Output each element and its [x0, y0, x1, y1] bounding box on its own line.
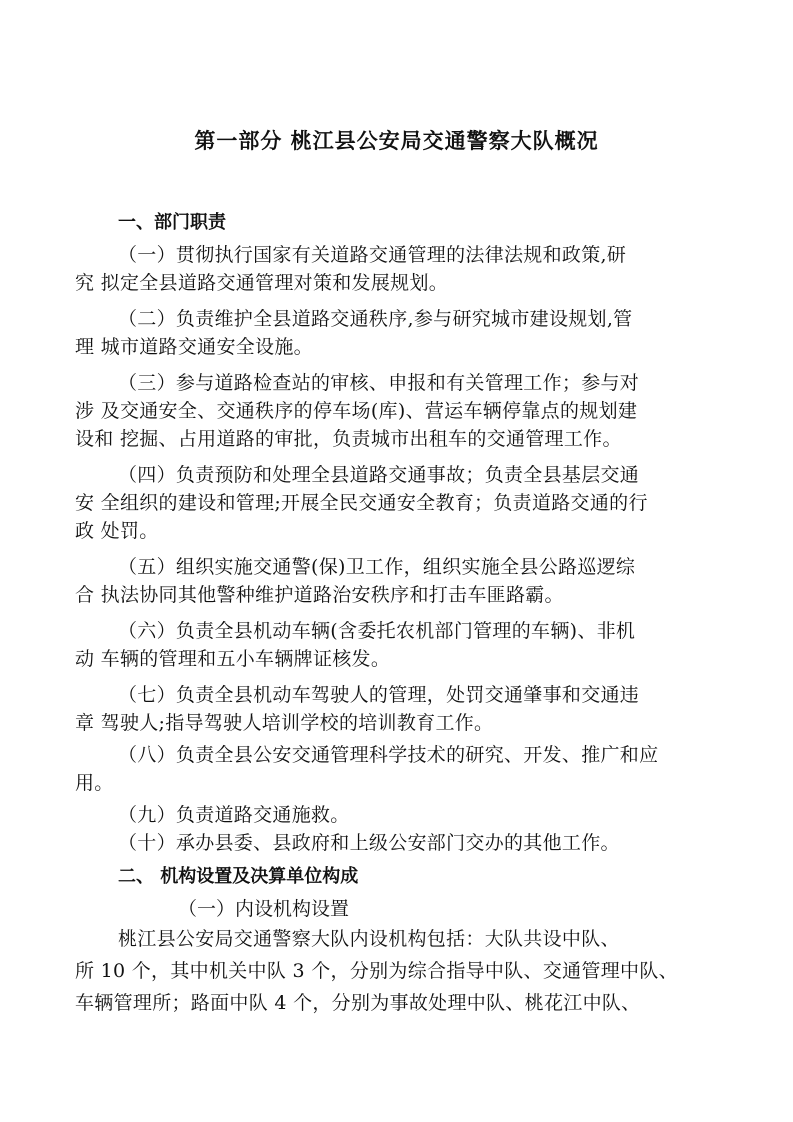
duty-line: （八）负责全县公安交通管理科学技术的研究、开发、推广和应: [118, 744, 659, 766]
duty-line: 涉 及交通安全、交通秩序的停车场(库)、营运车辆停靠点的规划建: [75, 400, 638, 422]
page-title: 第一部分 桃江县公安局交通警察大队概况: [194, 129, 599, 153]
duty-line: 用。: [75, 772, 114, 794]
duty-line: （三）参与道路检查站的审核、申报和有关管理工作；参与对: [118, 372, 640, 394]
structure-line: 车辆管理所；路面中队 4 个，分别为事故处理中队、桃花江中队、: [75, 992, 641, 1014]
duty-line: 理 城市道路交通安全设施。: [75, 336, 313, 358]
duty-line: （六）负责全县机动车辆(含委托农机部门管理的车辆)、非机: [118, 620, 636, 642]
duty-line: 设和 挖掘、占用道路的审批，负责城市出租车的交通管理工作。: [75, 428, 622, 450]
duty-line: （七）负责全县机动车驾驶人的管理，处罚交通肇事和交通违: [118, 684, 640, 706]
duty-line: （四）负责预防和处理全县道路交通事故；负责全县基层交通: [118, 464, 640, 486]
subsection-heading: （一）内设机构设置: [178, 898, 350, 920]
section-heading-structure: 二、 机构设置及决算单位构成: [118, 866, 359, 887]
structure-line: 所 10 个，其中机关中队 3 个，分别为综合指导中队、交通管理中队、: [75, 960, 678, 982]
duty-line: 合 执法协同其他警种维护道路治安秩序和打击车匪路霸。: [75, 584, 564, 606]
duty-line: 章 驾驶人;指导驾驶人培训学校的培训教育工作。: [75, 712, 494, 734]
duty-line: 究 拟定全县道路交通管理对策和发展规划。: [75, 272, 449, 294]
duty-line: （一）贯彻执行国家有关道路交通管理的法律法规和政策,研: [118, 244, 627, 266]
duty-line: 动 车辆的管理和五小车辆牌证核发。: [75, 648, 391, 670]
duty-line: 安 全组织的建设和管理;开展全民交通安全教育；负责道路交通的行: [75, 492, 648, 514]
duty-line: （五）组织实施交通警(保)卫工作，组织实施全县公路巡逻综: [118, 556, 636, 578]
duty-line: （九）负责道路交通施救。: [118, 804, 350, 826]
duty-line: （二）负责维护全县道路交通秩序,参与研究城市建设规划,管: [118, 308, 633, 330]
structure-line: 桃江县公安局交通警察大队内设机构包括：大队共设中队、: [118, 928, 620, 950]
duty-line: 政 处罚。: [75, 520, 159, 542]
section-heading-duties: 一、部门职责: [118, 212, 226, 233]
duty-line: （十）承办县委、县政府和上级公安部门交办的其他工作。: [118, 832, 620, 854]
